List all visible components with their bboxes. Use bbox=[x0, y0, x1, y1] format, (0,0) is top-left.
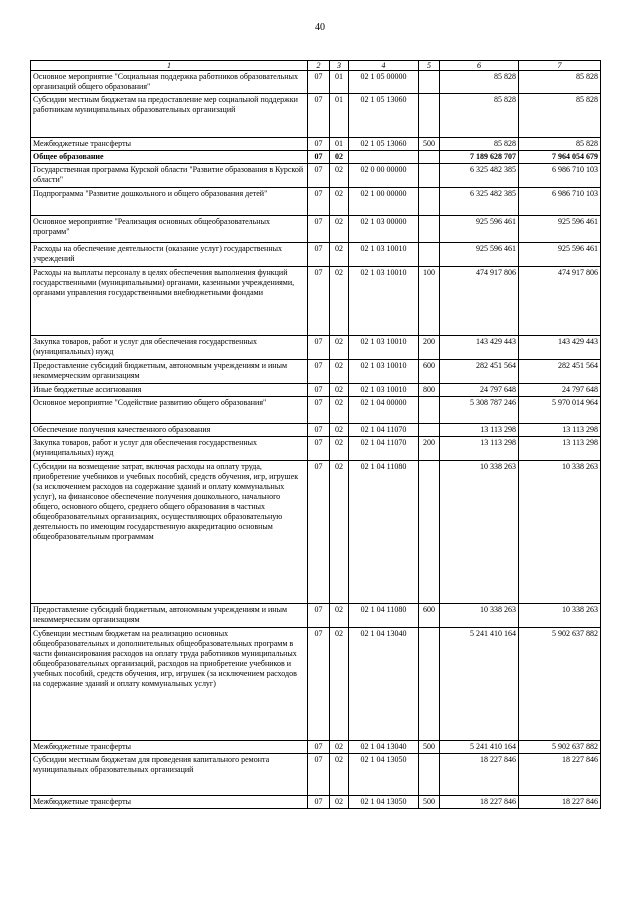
section-code-cell: 07 bbox=[308, 461, 330, 604]
table-row bbox=[31, 397, 601, 424]
row-name-cell: Основное мероприятие "Содействие развитию общего образования" bbox=[31, 397, 308, 424]
table-row bbox=[31, 424, 601, 437]
target-article-cell: 02 1 03 10010 bbox=[349, 336, 419, 360]
target-article-cell: 02 1 05 00000 bbox=[349, 71, 419, 94]
expense-type-cell bbox=[419, 164, 440, 188]
subsection-code-cell: 02 bbox=[330, 267, 349, 336]
expense-type-cell: 600 bbox=[419, 604, 440, 628]
row-name-cell: Основное мероприятие "Социальная поддержка работников образовательных организаций общего образования" bbox=[31, 71, 308, 94]
section-code-cell: 07 bbox=[308, 397, 330, 424]
table-row bbox=[31, 741, 601, 754]
section-code-cell: 07 bbox=[308, 384, 330, 397]
section-code-cell: 07 bbox=[308, 360, 330, 384]
amount-1-cell: 10 338 263 bbox=[440, 604, 519, 628]
section-code-cell: 07 bbox=[308, 628, 330, 741]
section-code-cell: 07 bbox=[308, 151, 330, 164]
amount-2-cell: 282 451 564 bbox=[519, 360, 601, 384]
budget-table bbox=[30, 60, 601, 809]
subsection-code-cell: 01 bbox=[330, 71, 349, 94]
header-col-6: 6 bbox=[440, 61, 519, 71]
section-code-cell: 07 bbox=[308, 71, 330, 94]
expense-type-cell bbox=[419, 243, 440, 267]
target-article-cell: 02 0 00 00000 bbox=[349, 164, 419, 188]
subsection-code-cell: 02 bbox=[330, 437, 349, 461]
row-name-cell: Закупка товаров, работ и услуг для обеспечения государственных (муниципальных) нужд bbox=[31, 437, 308, 461]
amount-2-cell: 5 902 637 882 bbox=[519, 741, 601, 754]
subsection-code-cell: 02 bbox=[330, 216, 349, 243]
amount-1-cell: 18 227 846 bbox=[440, 796, 519, 809]
section-code-cell: 07 bbox=[308, 188, 330, 216]
amount-1-cell: 6 325 482 385 bbox=[440, 164, 519, 188]
target-article-cell: 02 1 03 00000 bbox=[349, 216, 419, 243]
row-name-cell: Субсидии местным бюджетам на предоставление мер социальной поддержки работникам муниципальных образовательных организаций bbox=[31, 94, 308, 138]
amount-2-cell: 474 917 806 bbox=[519, 267, 601, 336]
target-article-cell: 02 1 03 10010 bbox=[349, 267, 419, 336]
expense-type-cell: 200 bbox=[419, 336, 440, 360]
expense-type-cell: 500 bbox=[419, 138, 440, 151]
amount-2-cell: 6 986 710 103 bbox=[519, 188, 601, 216]
expense-type-cell: 800 bbox=[419, 384, 440, 397]
amount-2-cell: 10 338 263 bbox=[519, 461, 601, 604]
amount-1-cell: 85 828 bbox=[440, 71, 519, 94]
expense-type-cell bbox=[419, 94, 440, 138]
row-name-cell: Закупка товаров, работ и услуг для обеспечения государственных (муниципальных) нужд bbox=[31, 336, 308, 360]
table-row bbox=[31, 461, 601, 604]
subsection-code-cell: 02 bbox=[330, 604, 349, 628]
section-code-cell: 07 bbox=[308, 216, 330, 243]
subsection-code-cell: 02 bbox=[330, 384, 349, 397]
amount-2-cell: 143 429 443 bbox=[519, 336, 601, 360]
row-name-cell: Иные бюджетные ассигнования bbox=[31, 384, 308, 397]
section-code-cell: 07 bbox=[308, 424, 330, 437]
page-number: 40 bbox=[315, 22, 325, 33]
table-row bbox=[31, 336, 601, 360]
target-article-cell: 02 1 04 13040 bbox=[349, 741, 419, 754]
amount-1-cell: 85 828 bbox=[440, 138, 519, 151]
section-code-cell: 07 bbox=[308, 267, 330, 336]
amount-1-cell: 5 308 787 246 bbox=[440, 397, 519, 424]
amount-1-cell: 5 241 410 164 bbox=[440, 741, 519, 754]
amount-1-cell: 925 596 461 bbox=[440, 216, 519, 243]
expense-type-cell bbox=[419, 151, 440, 164]
row-name-cell: Межбюджетные трансферты bbox=[31, 741, 308, 754]
amount-2-cell: 18 227 846 bbox=[519, 796, 601, 809]
row-name-cell: Предоставление субсидий бюджетным, автономным учреждениям и иным некоммерческим организациям bbox=[31, 360, 308, 384]
table-body bbox=[31, 71, 601, 809]
amount-1-cell: 282 451 564 bbox=[440, 360, 519, 384]
subsection-code-cell: 01 bbox=[330, 138, 349, 151]
target-article-cell: 02 1 03 10010 bbox=[349, 360, 419, 384]
table-row bbox=[31, 437, 601, 461]
target-article-cell: 02 1 04 13050 bbox=[349, 754, 419, 796]
section-code-cell: 07 bbox=[308, 437, 330, 461]
amount-2-cell: 7 964 054 679 bbox=[519, 151, 601, 164]
section-code-cell: 07 bbox=[308, 94, 330, 138]
table-row bbox=[31, 188, 601, 216]
header-col-3: 3 bbox=[330, 61, 349, 71]
row-name-cell: Государственная программа Курской области "Развитие образования в Курской области" bbox=[31, 164, 308, 188]
row-name-cell: Межбюджетные трансферты bbox=[31, 796, 308, 809]
amount-2-cell: 5 970 014 964 bbox=[519, 397, 601, 424]
subsection-code-cell: 02 bbox=[330, 336, 349, 360]
amount-2-cell: 5 902 637 882 bbox=[519, 628, 601, 741]
amount-2-cell: 24 797 648 bbox=[519, 384, 601, 397]
expense-type-cell: 200 bbox=[419, 437, 440, 461]
target-article-cell: 02 1 04 13040 bbox=[349, 628, 419, 741]
section-code-cell: 07 bbox=[308, 164, 330, 188]
target-article-cell: 02 1 04 00000 bbox=[349, 397, 419, 424]
amount-1-cell: 24 797 648 bbox=[440, 384, 519, 397]
table-row bbox=[31, 628, 601, 741]
amount-2-cell: 925 596 461 bbox=[519, 216, 601, 243]
row-name-cell: Субвенции местным бюджетам на реализацию основных общеобразовательных и дополнительных общеобразовательных программ в части финансирования расходов на оплату труда работников муниципальных общеобразовательных организаций, расходов на приобретение учебников и учебных пособий, средств обучения, игр, игрушек (за исключением расходов на содержание зданий и оплату коммунальных услуг) bbox=[31, 628, 308, 741]
section-code-cell: 07 bbox=[308, 138, 330, 151]
header-col-7: 7 bbox=[519, 61, 601, 71]
target-article-cell: 02 1 03 10010 bbox=[349, 384, 419, 397]
subsection-code-cell: 02 bbox=[330, 461, 349, 604]
subsection-code-cell: 02 bbox=[330, 188, 349, 216]
target-article-cell: 02 1 00 00000 bbox=[349, 188, 419, 216]
subsection-code-cell: 02 bbox=[330, 164, 349, 188]
section-code-cell: 07 bbox=[308, 796, 330, 809]
row-name-cell: Общее образование bbox=[31, 151, 308, 164]
subsection-code-cell: 02 bbox=[330, 243, 349, 267]
section-code-cell: 07 bbox=[308, 604, 330, 628]
target-article-cell: 02 1 05 13060 bbox=[349, 138, 419, 151]
table-header-row bbox=[31, 61, 601, 71]
target-article-cell: 02 1 05 13060 bbox=[349, 94, 419, 138]
subsection-code-cell: 02 bbox=[330, 741, 349, 754]
expense-type-cell bbox=[419, 754, 440, 796]
subsection-code-cell: 02 bbox=[330, 796, 349, 809]
table-row bbox=[31, 138, 601, 151]
amount-1-cell: 5 241 410 164 bbox=[440, 628, 519, 741]
target-article-cell: 02 1 04 11070 bbox=[349, 437, 419, 461]
row-name-cell: Основное мероприятие "Реализация основных общеобразовательных программ" bbox=[31, 216, 308, 243]
expense-type-cell: 500 bbox=[419, 796, 440, 809]
subsection-code-cell: 02 bbox=[330, 628, 349, 741]
amount-1-cell: 10 338 263 bbox=[440, 461, 519, 604]
expense-type-cell: 600 bbox=[419, 360, 440, 384]
target-article-cell: 02 1 04 11080 bbox=[349, 604, 419, 628]
table-row bbox=[31, 94, 601, 138]
amount-1-cell: 7 189 628 707 bbox=[440, 151, 519, 164]
amount-2-cell: 18 227 846 bbox=[519, 754, 601, 796]
expense-type-cell bbox=[419, 397, 440, 424]
subsection-code-cell: 01 bbox=[330, 94, 349, 138]
header-col-2: 2 bbox=[308, 61, 330, 71]
table-row bbox=[31, 796, 601, 809]
row-name-cell: Расходы на выплаты персоналу в целях обеспечения выполнения функций государственными (муниципальными) органами, казенными учреждениями, органами управления государственными внебюджетными фондами bbox=[31, 267, 308, 336]
amount-1-cell: 143 429 443 bbox=[440, 336, 519, 360]
target-article-cell bbox=[349, 151, 419, 164]
subsection-code-cell: 02 bbox=[330, 424, 349, 437]
amount-2-cell: 85 828 bbox=[519, 71, 601, 94]
row-name-cell: Субсидии местным бюджетам для проведения капитального ремонта муниципальных образовательных организаций bbox=[31, 754, 308, 796]
target-article-cell: 02 1 04 13050 bbox=[349, 796, 419, 809]
amount-2-cell: 6 986 710 103 bbox=[519, 164, 601, 188]
row-name-cell: Субсидии на возмещение затрат, включая расходы на оплату труда, приобретение учебников и учебных пособий, средств обучения, игр, игрушек (за исключением расходов на содержание зданий и оплату коммунальных услуг), на финансовое обеспечение получения дошкольного, начального общего, основного общего, среднего общего образования в частных общеобразовательных организациях, осуществляющих образовательную деятельность по имеющим государственную аккредитацию основным общеобразовательным программам bbox=[31, 461, 308, 604]
subsection-code-cell: 02 bbox=[330, 397, 349, 424]
header-col-1: 1 bbox=[31, 61, 308, 71]
amount-1-cell: 18 227 846 bbox=[440, 754, 519, 796]
table-row bbox=[31, 216, 601, 243]
expense-type-cell bbox=[419, 216, 440, 243]
row-name-cell: Обеспечение получения качественного образования bbox=[31, 424, 308, 437]
subsection-code-cell: 02 bbox=[330, 754, 349, 796]
table-row bbox=[31, 604, 601, 628]
header-col-5: 5 bbox=[419, 61, 440, 71]
table-row bbox=[31, 71, 601, 94]
expense-type-cell bbox=[419, 188, 440, 216]
subsection-code-cell: 02 bbox=[330, 360, 349, 384]
amount-2-cell: 13 113 298 bbox=[519, 437, 601, 461]
section-code-cell: 07 bbox=[308, 741, 330, 754]
amount-2-cell: 85 828 bbox=[519, 94, 601, 138]
row-name-cell: Предоставление субсидий бюджетным, автономным учреждениям и иным некоммерческим организациям bbox=[31, 604, 308, 628]
expense-type-cell bbox=[419, 424, 440, 437]
table-row bbox=[31, 754, 601, 796]
row-name-cell: Расходы на обеспечение деятельности (оказание услуг) государственных учреждений bbox=[31, 243, 308, 267]
table-row bbox=[31, 243, 601, 267]
amount-2-cell: 10 338 263 bbox=[519, 604, 601, 628]
table-row bbox=[31, 267, 601, 336]
amount-1-cell: 85 828 bbox=[440, 94, 519, 138]
expense-type-cell bbox=[419, 628, 440, 741]
amount-1-cell: 6 325 482 385 bbox=[440, 188, 519, 216]
amount-2-cell: 85 828 bbox=[519, 138, 601, 151]
expense-type-cell bbox=[419, 461, 440, 604]
expense-type-cell: 500 bbox=[419, 741, 440, 754]
target-article-cell: 02 1 04 11070 bbox=[349, 424, 419, 437]
section-code-cell: 07 bbox=[308, 243, 330, 267]
amount-2-cell: 13 113 298 bbox=[519, 424, 601, 437]
expense-type-cell: 100 bbox=[419, 267, 440, 336]
table-row bbox=[31, 384, 601, 397]
amount-1-cell: 925 596 461 bbox=[440, 243, 519, 267]
table-row bbox=[31, 151, 601, 164]
row-name-cell: Подпрограмма "Развитие дошкольного и общего образования детей" bbox=[31, 188, 308, 216]
expense-type-cell bbox=[419, 71, 440, 94]
row-name-cell: Межбюджетные трансферты bbox=[31, 138, 308, 151]
amount-1-cell: 474 917 806 bbox=[440, 267, 519, 336]
section-code-cell: 07 bbox=[308, 336, 330, 360]
target-article-cell: 02 1 03 10010 bbox=[349, 243, 419, 267]
header-col-4: 4 bbox=[349, 61, 419, 71]
amount-1-cell: 13 113 298 bbox=[440, 424, 519, 437]
table-row bbox=[31, 360, 601, 384]
amount-2-cell: 925 596 461 bbox=[519, 243, 601, 267]
section-code-cell: 07 bbox=[308, 754, 330, 796]
subsection-code-cell: 02 bbox=[330, 151, 349, 164]
target-article-cell: 02 1 04 11080 bbox=[349, 461, 419, 604]
table-row bbox=[31, 164, 601, 188]
amount-1-cell: 13 113 298 bbox=[440, 437, 519, 461]
